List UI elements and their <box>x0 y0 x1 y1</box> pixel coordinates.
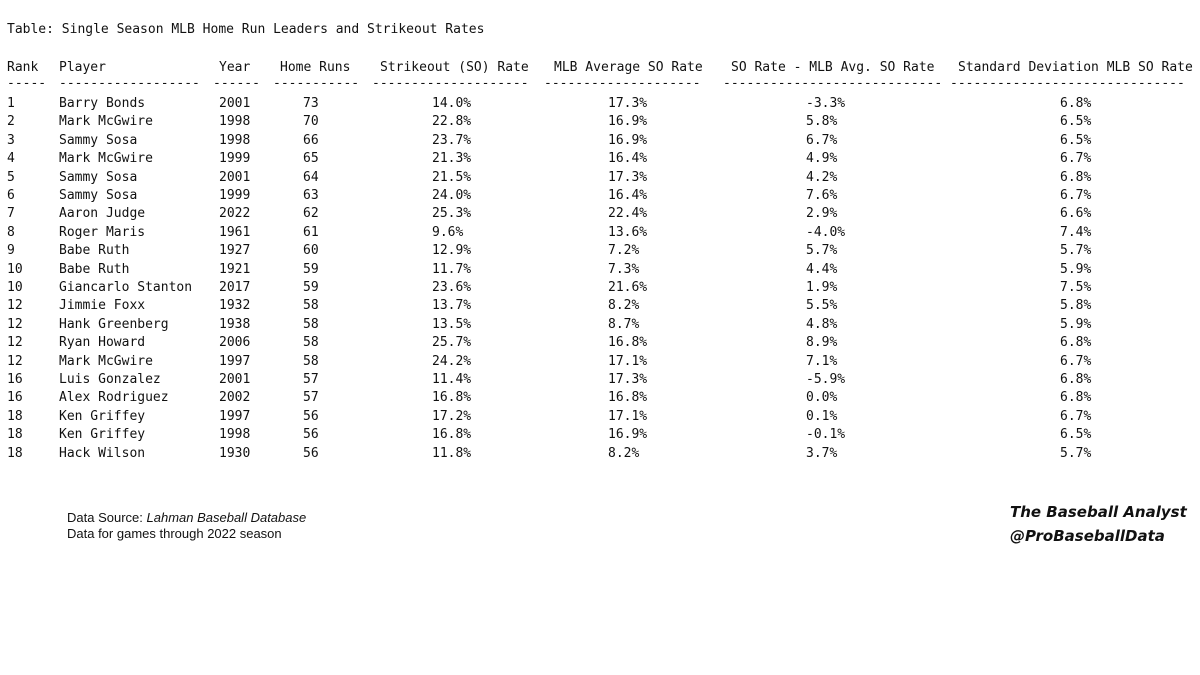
source-name: Lahman Baseball Database <box>146 510 307 525</box>
divider-mlb-avg: -------------------- <box>544 76 701 91</box>
divider-rank: ----- <box>7 76 47 91</box>
cell-std-dev: 6.5% <box>1060 114 1092 130</box>
cell-rank: 18 <box>7 445 23 461</box>
cell-so-rate: 11.8% <box>432 445 472 461</box>
cell-so-rate: 9.6% <box>432 224 464 240</box>
cell-year: 2017 <box>219 280 251 295</box>
table-row <box>0 426 1200 444</box>
cell-rank: 12 <box>7 335 23 351</box>
table-row <box>0 95 1200 113</box>
header-so-rate: Strikeout (SO) Rate <box>380 60 529 75</box>
cell-so-diff: -5.9% <box>806 372 846 387</box>
divider-player: ------------------ <box>59 76 200 91</box>
cell-so-rate: 14.0% <box>432 96 472 111</box>
cell-player: Barry Bonds <box>59 96 146 111</box>
cell-std-dev: 5.8% <box>1060 298 1092 314</box>
cell-year: 2006 <box>219 335 251 351</box>
cell-so-diff: 5.8% <box>806 114 838 130</box>
cell-home-runs: 59 <box>303 261 319 277</box>
cell-std-dev: 6.7% <box>1060 353 1092 369</box>
cell-player: Roger Maris <box>59 224 146 240</box>
table-row <box>0 224 1200 242</box>
cell-so-rate: 23.7% <box>432 132 472 148</box>
table-row <box>0 316 1200 334</box>
cell-home-runs: 61 <box>303 224 319 240</box>
cell-year: 1927 <box>219 243 251 259</box>
cell-so-diff: 0.1% <box>806 408 838 424</box>
cell-so-rate: 25.3% <box>432 206 472 222</box>
cell-home-runs: 56 <box>303 408 319 424</box>
cell-so-diff: 4.2% <box>806 169 838 185</box>
cell-player: Babe Ruth <box>59 243 130 259</box>
header-rank: Rank <box>7 60 39 75</box>
cell-mlb-avg: 16.4% <box>608 151 648 167</box>
cell-player: Mark McGwire <box>59 353 153 369</box>
cell-so-diff: -0.1% <box>806 427 846 443</box>
cell-std-dev: 6.7% <box>1060 151 1092 167</box>
cell-year: 2001 <box>219 372 251 387</box>
cell-home-runs: 65 <box>303 151 319 167</box>
divider-year: ------ <box>213 76 260 91</box>
cell-home-runs: 63 <box>303 188 319 203</box>
cell-mlb-avg: 7.3% <box>608 261 640 277</box>
cell-player: Aaron Judge <box>59 206 146 222</box>
cell-rank: 3 <box>7 132 15 148</box>
table-row <box>0 389 1200 407</box>
cell-mlb-avg: 16.9% <box>608 132 648 148</box>
cell-so-diff: -4.0% <box>806 224 846 240</box>
cell-so-rate: 13.7% <box>432 298 472 314</box>
cell-player: Sammy Sosa <box>59 132 138 148</box>
header-year: Year <box>219 60 251 75</box>
cell-home-runs: 56 <box>303 445 319 461</box>
cell-home-runs: 70 <box>303 114 319 130</box>
cell-so-rate: 13.5% <box>432 316 472 332</box>
cell-mlb-avg: 16.8% <box>608 390 648 406</box>
cell-player: Babe Ruth <box>59 261 130 277</box>
table-row <box>0 279 1200 297</box>
table-row <box>0 261 1200 279</box>
cell-rank: 10 <box>7 261 23 277</box>
table-row <box>0 242 1200 260</box>
cell-mlb-avg: 21.6% <box>608 280 648 295</box>
cell-rank: 8 <box>7 224 15 240</box>
cell-so-rate: 22.8% <box>432 114 472 130</box>
cell-rank: 12 <box>7 298 23 314</box>
cell-home-runs: 56 <box>303 427 319 443</box>
cell-year: 1921 <box>219 261 251 277</box>
cell-so-diff: 5.7% <box>806 243 838 259</box>
table-row <box>0 445 1200 463</box>
cell-mlb-avg: 17.3% <box>608 169 648 185</box>
cell-rank: 2 <box>7 114 15 130</box>
cell-rank: 7 <box>7 206 15 222</box>
cell-rank: 12 <box>7 316 23 332</box>
cell-so-rate: 25.7% <box>432 335 472 351</box>
table-row <box>0 150 1200 168</box>
divider-std-dev: ------------------------------ <box>950 76 1185 91</box>
cell-so-rate: 12.9% <box>432 243 472 259</box>
cell-so-rate: 16.8% <box>432 427 472 443</box>
cell-player: Sammy Sosa <box>59 169 138 185</box>
cell-so-diff: 7.6% <box>806 188 838 203</box>
cell-mlb-avg: 17.1% <box>608 353 648 369</box>
source-label: Data Source: <box>67 510 147 525</box>
cell-rank: 16 <box>7 390 23 406</box>
cell-rank: 12 <box>7 353 23 369</box>
cell-year: 1932 <box>219 298 251 314</box>
cell-so-diff: 2.9% <box>806 206 838 222</box>
cell-std-dev: 5.7% <box>1060 445 1092 461</box>
cell-rank: 10 <box>7 280 23 295</box>
cell-so-diff: 3.7% <box>806 445 838 461</box>
table-row <box>0 353 1200 371</box>
cell-std-dev: 6.7% <box>1060 188 1092 203</box>
cell-year: 1930 <box>219 445 251 461</box>
cell-year: 2001 <box>219 169 251 185</box>
header-std-dev: Standard Deviation MLB SO Rate <box>958 60 1193 75</box>
cell-year: 1999 <box>219 188 251 203</box>
table-row <box>0 187 1200 205</box>
cell-std-dev: 6.8% <box>1060 372 1092 387</box>
cell-home-runs: 58 <box>303 335 319 351</box>
cell-mlb-avg: 8.2% <box>608 298 640 314</box>
table-row <box>0 113 1200 131</box>
cell-mlb-avg: 16.8% <box>608 335 648 351</box>
source-season-note: Data for games through 2022 season <box>67 526 282 541</box>
table-row <box>0 132 1200 150</box>
cell-mlb-avg: 16.4% <box>608 188 648 203</box>
cell-year: 1961 <box>219 224 251 240</box>
cell-year: 1938 <box>219 316 251 332</box>
cell-std-dev: 5.9% <box>1060 261 1092 277</box>
cell-rank: 6 <box>7 188 15 203</box>
cell-player: Luis Gonzalez <box>59 372 161 387</box>
cell-mlb-avg: 17.3% <box>608 372 648 387</box>
table-row <box>0 205 1200 223</box>
table-row <box>0 297 1200 315</box>
cell-year: 2001 <box>219 96 251 111</box>
cell-so-rate: 24.0% <box>432 188 472 203</box>
cell-rank: 9 <box>7 243 15 259</box>
cell-year: 1998 <box>219 114 251 130</box>
cell-year: 1998 <box>219 427 251 443</box>
cell-player: Ryan Howard <box>59 335 146 351</box>
cell-so-diff: 8.9% <box>806 335 838 351</box>
cell-so-diff: 6.7% <box>806 132 838 148</box>
cell-home-runs: 58 <box>303 353 319 369</box>
table-row <box>0 408 1200 426</box>
cell-std-dev: 6.8% <box>1060 96 1092 111</box>
cell-mlb-avg: 13.6% <box>608 224 648 240</box>
divider-home-runs: ----------- <box>273 76 360 91</box>
cell-std-dev: 6.8% <box>1060 169 1092 185</box>
header-home-runs: Home Runs <box>280 60 351 75</box>
cell-mlb-avg: 7.2% <box>608 243 640 259</box>
cell-player: Hank Greenberg <box>59 316 169 332</box>
cell-so-diff: 4.9% <box>806 151 838 167</box>
cell-player: Giancarlo Stanton <box>59 280 193 295</box>
cell-mlb-avg: 22.4% <box>608 206 648 222</box>
cell-so-rate: 21.5% <box>432 169 472 185</box>
cell-home-runs: 57 <box>303 390 319 406</box>
cell-mlb-avg: 8.7% <box>608 316 640 332</box>
cell-home-runs: 60 <box>303 243 319 259</box>
cell-std-dev: 7.5% <box>1060 280 1092 295</box>
cell-home-runs: 58 <box>303 298 319 314</box>
cell-rank: 1 <box>7 96 15 111</box>
cell-std-dev: 7.4% <box>1060 224 1092 240</box>
cell-mlb-avg: 8.2% <box>608 445 640 461</box>
cell-so-diff: 7.1% <box>806 353 838 369</box>
header-mlb-avg: MLB Average SO Rate <box>554 60 703 75</box>
cell-so-diff: -3.3% <box>806 96 846 111</box>
cell-so-diff: 4.8% <box>806 316 838 332</box>
cell-home-runs: 62 <box>303 206 319 222</box>
table-title: Table: Single Season MLB Home Run Leaders and Strikeout Rates <box>7 22 485 37</box>
cell-rank: 16 <box>7 372 23 387</box>
cell-year: 1997 <box>219 353 251 369</box>
cell-so-diff: 0.0% <box>806 390 838 406</box>
table-row <box>0 169 1200 187</box>
cell-rank: 4 <box>7 151 15 167</box>
data-source-note <box>67 510 306 542</box>
cell-so-rate: 23.6% <box>432 280 472 295</box>
cell-so-rate: 24.2% <box>432 353 472 369</box>
table-row <box>0 334 1200 352</box>
cell-rank: 18 <box>7 427 23 443</box>
brand-name: The Baseball Analyst <box>1010 503 1187 521</box>
cell-std-dev: 6.6% <box>1060 206 1092 222</box>
cell-so-diff: 4.4% <box>806 261 838 277</box>
cell-mlb-avg: 16.9% <box>608 427 648 443</box>
cell-player: Mark McGwire <box>59 151 153 167</box>
cell-rank: 5 <box>7 169 15 185</box>
header-so-diff: SO Rate - MLB Avg. SO Rate <box>731 60 935 75</box>
cell-std-dev: 6.7% <box>1060 408 1092 424</box>
cell-so-diff: 5.5% <box>806 298 838 314</box>
cell-home-runs: 66 <box>303 132 319 148</box>
cell-std-dev: 6.5% <box>1060 427 1092 443</box>
cell-so-diff: 1.9% <box>806 280 838 295</box>
cell-year: 1997 <box>219 408 251 424</box>
cell-year: 1999 <box>219 151 251 167</box>
cell-so-rate: 11.7% <box>432 261 472 277</box>
cell-year: 2022 <box>219 206 251 222</box>
table-row <box>0 371 1200 389</box>
divider-so-rate: -------------------- <box>372 76 529 91</box>
cell-so-rate: 21.3% <box>432 151 472 167</box>
cell-so-rate: 11.4% <box>432 372 472 387</box>
cell-so-rate: 16.8% <box>432 390 472 406</box>
header-player: Player <box>59 60 106 75</box>
cell-player: Jimmie Foxx <box>59 298 146 314</box>
brand-signature <box>1010 500 1187 548</box>
cell-player: Hack Wilson <box>59 445 146 461</box>
cell-home-runs: 57 <box>303 372 319 387</box>
cell-home-runs: 73 <box>303 96 319 111</box>
divider-so-diff: ---------------------------- <box>723 76 943 91</box>
cell-player: Mark McGwire <box>59 114 153 130</box>
cell-std-dev: 5.9% <box>1060 316 1092 332</box>
cell-mlb-avg: 17.3% <box>608 96 648 111</box>
brand-handle: @ProBaseballData <box>1010 527 1165 545</box>
cell-player: Alex Rodriguez <box>59 390 169 406</box>
cell-std-dev: 6.8% <box>1060 335 1092 351</box>
cell-year: 2002 <box>219 390 251 406</box>
cell-std-dev: 6.8% <box>1060 390 1092 406</box>
table-header <box>0 59 1200 77</box>
cell-mlb-avg: 17.1% <box>608 408 648 424</box>
cell-std-dev: 5.7% <box>1060 243 1092 259</box>
cell-home-runs: 58 <box>303 316 319 332</box>
cell-std-dev: 6.5% <box>1060 132 1092 148</box>
cell-so-rate: 17.2% <box>432 408 472 424</box>
cell-year: 1998 <box>219 132 251 148</box>
cell-player: Ken Griffey <box>59 408 146 424</box>
cell-rank: 18 <box>7 408 23 424</box>
cell-home-runs: 59 <box>303 280 319 295</box>
cell-home-runs: 64 <box>303 169 319 185</box>
cell-player: Sammy Sosa <box>59 188 138 203</box>
cell-player: Ken Griffey <box>59 427 146 443</box>
cell-mlb-avg: 16.9% <box>608 114 648 130</box>
